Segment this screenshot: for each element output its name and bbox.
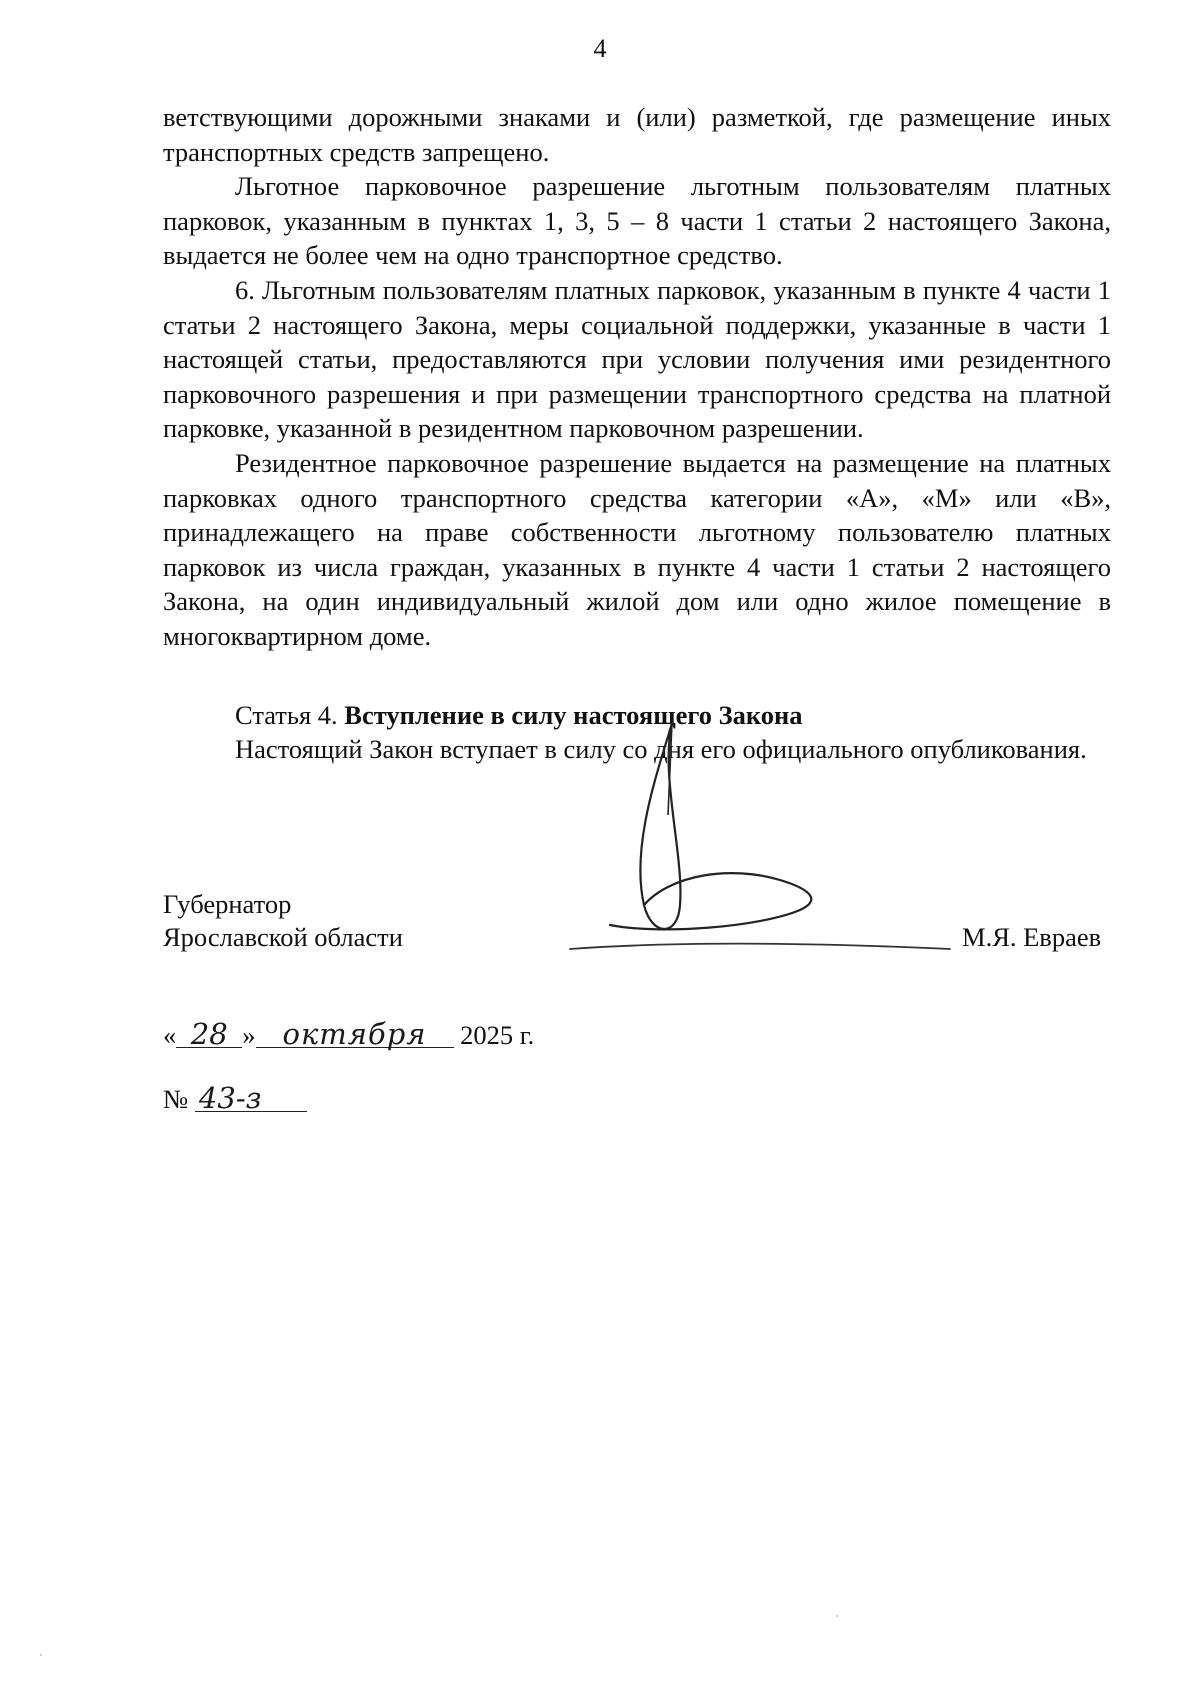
- paragraph-2: Льготное парковочное разрешение льготным пользователям платных парковок, указанным в пунктах 1, 3, 5 – 8 части 1 статьи 2 настоящего Закона, выдается не более чем на одно транспортное средство.: [163, 171, 1111, 271]
- signatory-name: М.Я. Евраев: [962, 922, 1102, 952]
- date-close-quote: »: [242, 1020, 256, 1050]
- article-title: Вступление в силу настоящего Закона: [344, 699, 803, 730]
- paragraph-3: 6. Льготным пользователям платных парковок, указанным в пункте 4 части 1 статьи 2 настоящего Закона, меры социальной поддержки, указанные в части 1 настоящей статьи, предоставляются при условии получения ими резидентного парковочного разрешения и при размещении транспортного средства на платной парковке, указанной в резидентном парковочном разрешении.: [163, 274, 1111, 444]
- signatory-position: [163, 888, 403, 954]
- date-day: 28: [176, 1021, 242, 1048]
- law-number-value: 43-з: [195, 1085, 307, 1112]
- date-month: октября: [256, 1021, 454, 1048]
- signing-date: [163, 1018, 534, 1052]
- scan-speck: [836, 1615, 838, 1617]
- article-text: Настоящий Закон вступает в силу со дня его официального опубликования.: [235, 734, 1087, 765]
- law-number: [163, 1082, 307, 1116]
- position-line-2: Ярославской области: [163, 922, 403, 952]
- date-year: 2025 г.: [460, 1020, 535, 1050]
- paragraph-1: ветствующими дорожными знаками и (или) разметкой, где размещение иных транспортных средств запрещено.: [163, 102, 1111, 167]
- article-prefix: Статья 4.: [235, 699, 345, 730]
- document-body: [163, 100, 1111, 767]
- position-line-1: Губернатор: [163, 889, 292, 919]
- paragraph-4: Резидентное парковочное разрешение выдается на размещение на платных парковках одного транспортного средства категории «А», «М» или «В», принадлежащего на праве собственности льготному пользователю платных парковок из числа граждан, указанных в пункте 4 части 1 статьи 2 настоящего Закона, на один индивидуальный жилой дом или одно жилое помещение в многоквартирном доме.: [163, 447, 1111, 651]
- scan-speck: [40, 1654, 42, 1656]
- page-number: 4: [593, 34, 607, 63]
- date-open-quote: «: [163, 1020, 177, 1050]
- signature-image: [560, 705, 960, 985]
- law-number-label: №: [163, 1084, 189, 1114]
